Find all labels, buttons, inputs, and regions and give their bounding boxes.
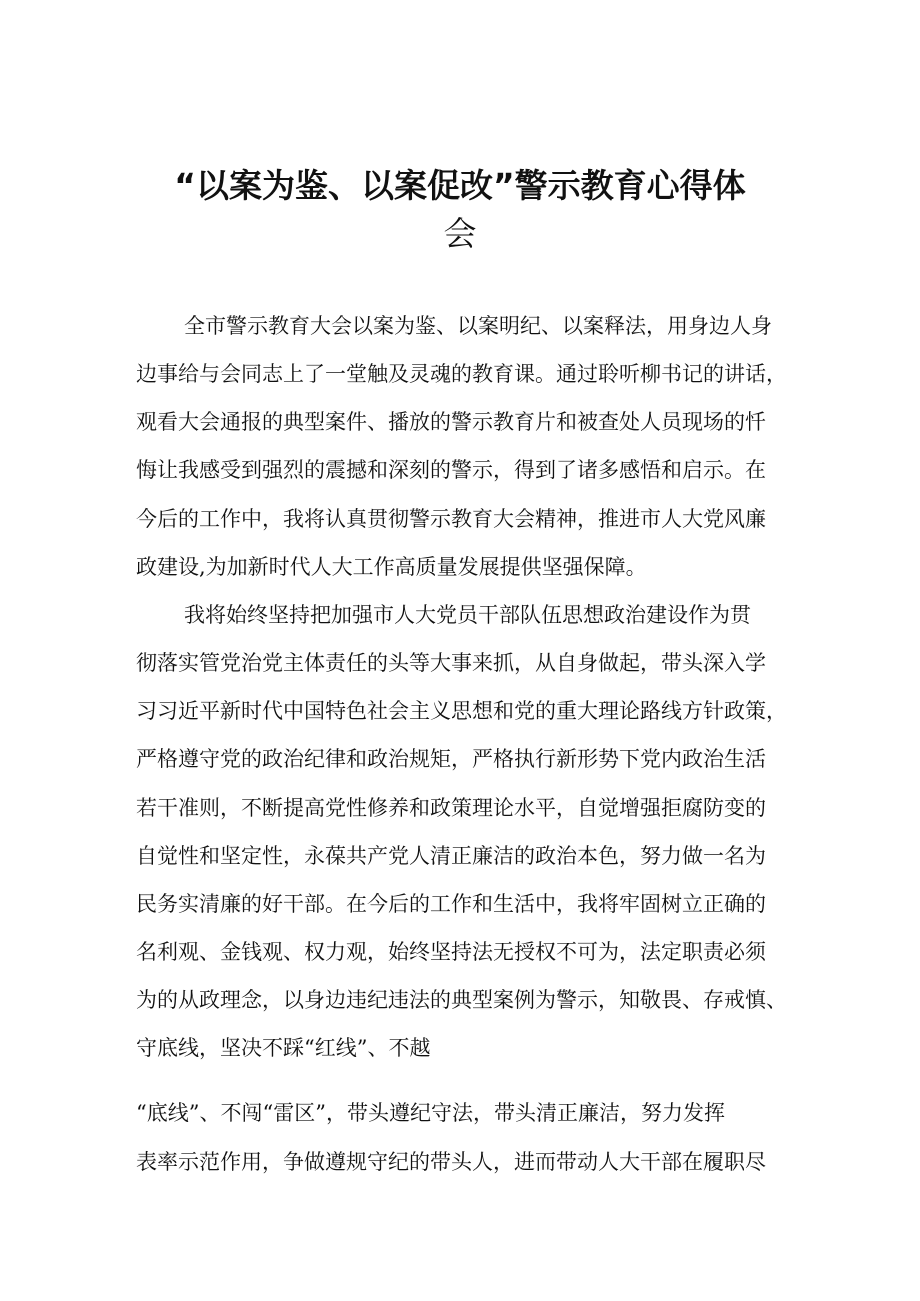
paragraph-line: 若干准则，不断提高党性修养和政策理论水平，自觉增强拒腐防变的 [136,796,766,820]
paragraph-line: 名利观、金钱观、权力观，始终坚持法无授权不可为，法定职责必须 [136,940,766,964]
paragraph-line: 彻落实管党治党主体责任的头等大事来抓，从自身做起，带头深入学 [136,651,766,675]
paragraph-line: 今后的工作中，我将认真贯彻警示教育大会精神，推进市人大党风廉 [136,507,766,531]
paragraph-line: “底线”、不闯“雷区”，带头遵纪守法，带头清正廉洁，努力发挥 [136,1101,725,1125]
document-title-continued: 会 [443,214,477,253]
paragraph-line: 表率示范作用，争做遵规守纪的带头人，进而带动人大干部在履职尽 [136,1150,766,1174]
paragraph-line: 自觉性和坚定性，永葆共产党人清正廉洁的政治本色，努力做一名为 [136,844,766,868]
paragraph-line: 守底线，坚决不踩“红线”、不越 [136,1036,431,1060]
paragraph-line: 为的从政理念，以身边违纪违法的典型案例为警示，知敬畏、存戒慎、 [136,988,787,1012]
paragraph-line: 民务实清廉的好干部。在今后的工作和生活中，我将牢固树立正确的 [136,892,766,916]
paragraph-line: 悔让我感受到强烈的震撼和深刻的警示，得到了诸多感悟和启示。在 [136,458,766,482]
paragraph-line: 边事给与会同志上了一堂触及灵魂的教育课。通过聆听柳书记的讲话， [136,362,787,386]
paragraph-line: 政建设,为加新时代人大工作高质量发展提供坚强保障。 [136,555,647,579]
paragraph-line: 观看大会通报的典型案件、播放的警示教育片和被查处人员现场的忏 [136,410,766,434]
paragraph-line: 我将始终坚持把加强市人大党员干部队伍思想政治建设作为贯 [184,603,751,627]
paragraph-line: 严格遵守党的政治纪律和政治规矩，严格执行新形势下党内政治生活 [136,747,766,771]
paragraph-line: 全市警示教育大会以案为鉴、以案明纪、以案释法，用身边人身 [184,314,772,338]
paragraph-line: 习习近平新时代中国特色社会主义思想和党的重大理论路线方针政策， [136,699,787,723]
document-title: “以案为鉴、以案促改”警示教育心得体 [174,166,746,205]
